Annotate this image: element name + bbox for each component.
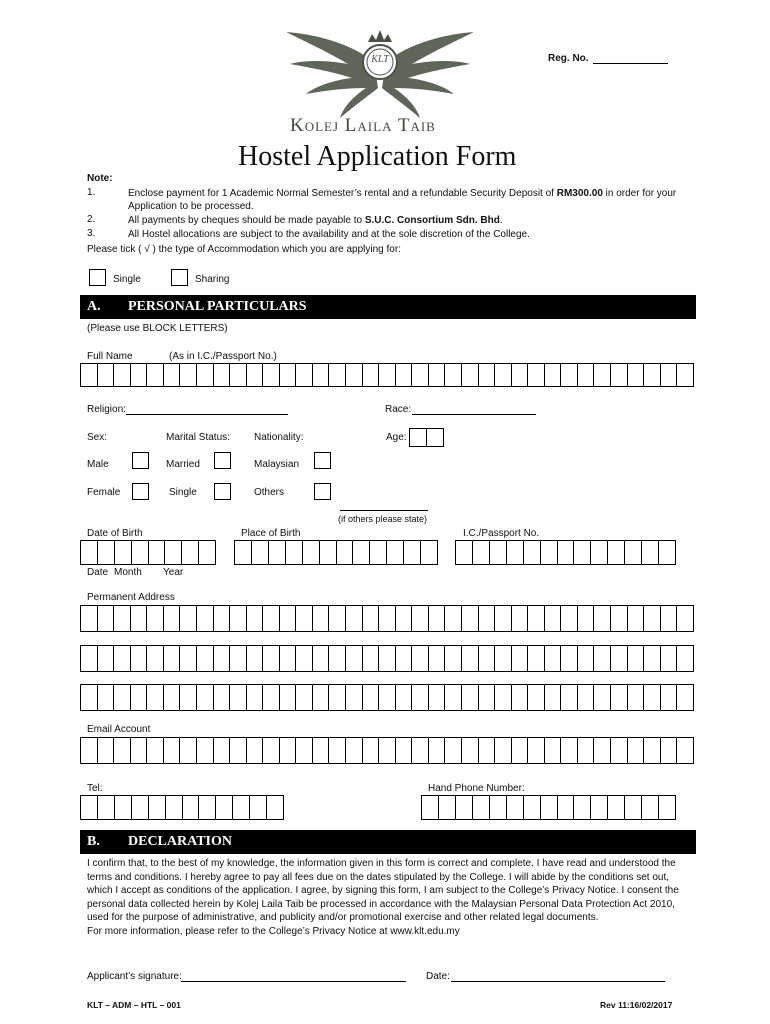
address-grid-line-2[interactable]: [80, 645, 694, 672]
ic-passport-grid[interactable]: [455, 540, 676, 565]
male-checkbox[interactable]: [132, 452, 149, 469]
section-b-letter: B.: [87, 834, 100, 849]
female-checkbox[interactable]: [132, 483, 149, 500]
address-grid-line-3[interactable]: [80, 684, 694, 711]
single-label: Single: [169, 487, 197, 498]
full-name-hint: (As in I.C./Passport No.): [169, 351, 277, 362]
place-of-birth-label: Place of Birth: [241, 528, 301, 539]
malaysian-label: Malaysian: [254, 459, 300, 470]
religion-label: Religion:: [87, 404, 126, 415]
tick-instruction: Please tick ( √ ) the type of Accommodation which you are applying for:: [87, 244, 401, 255]
note-number: 1.: [87, 187, 96, 198]
note-text: All Hostel allocations are subject to the availability and at the sole discretion of the College.: [128, 229, 530, 240]
signature-date-label: Date:: [426, 971, 450, 982]
place-of-birth-grid[interactable]: [234, 540, 438, 565]
others-checkbox[interactable]: [314, 483, 331, 500]
malaysian-checkbox[interactable]: [314, 452, 331, 469]
form-code: KLT – ADM – HTL – 001: [87, 1000, 181, 1010]
note-number: 2.: [87, 214, 96, 225]
signature-date-field[interactable]: [451, 981, 665, 982]
block-letters-hint: (Please use BLOCK LETTERS): [87, 323, 228, 334]
revision-label: Rev 11:16/02/2017: [600, 1000, 673, 1010]
dob-year-hint: Year: [163, 567, 184, 578]
full-name-label: Full Name: [87, 351, 133, 362]
race-field[interactable]: [412, 414, 536, 415]
hand-phone-label: Hand Phone Number:: [428, 783, 525, 794]
college-logo: [282, 26, 478, 124]
dob-date-hint: Date: [87, 567, 109, 578]
section-b-header: [80, 830, 696, 854]
others-hint: (if others please state): [338, 514, 428, 524]
male-label: Male: [87, 459, 109, 470]
applicant-signature-field[interactable]: [181, 981, 406, 982]
note-text: Enclose payment for 1 Academic Normal Semester’s rental and a refundable Security Deposit of RM300.00 in order for your: [128, 188, 677, 199]
section-a-header: [80, 295, 696, 319]
reg-no-label: Reg. No.: [548, 53, 589, 64]
others-specify-field[interactable]: [340, 510, 428, 511]
dob-month-hint: Month: [114, 567, 142, 578]
permanent-address-label: Permanent Address: [87, 592, 175, 603]
dob-grid[interactable]: [80, 540, 216, 565]
note-heading: Note:: [87, 173, 113, 184]
note-number: 3.: [87, 228, 96, 239]
married-checkbox[interactable]: [214, 452, 231, 469]
section-b-title: DECLARATION: [128, 834, 232, 849]
full-name-grid[interactable]: [80, 363, 694, 387]
tel-grid[interactable]: [80, 795, 284, 820]
declaration-text: I confirm that, to the best of my knowledge, the information given in this form is correct and complete. I have read and understood the terms and conditions. I hereby agree to pay all fees due on the dates stipulated by the College. I will abide by the conditions set out, which I accept as conditions of the application. I agree, by signing this form, I am subject to the College’s Privacy Notice. I consent the personal data collected herein by Kolej Laila Taib be processed in accordance with the Malaysian Personal Data Protection Act 2010, used for the purpose of administrative, and publicity and/or promotional exercise and other related legal documents. For more information, please refer to the College’s Privacy Notice at www.klt.edu.my: [87, 858, 679, 937]
female-label: Female: [87, 487, 121, 498]
applicant-signature-label: Applicant’s signature:: [87, 971, 182, 982]
email-grid[interactable]: [80, 737, 694, 764]
email-label: Email Account: [87, 724, 151, 735]
hand-phone-grid[interactable]: [421, 795, 676, 820]
religion-field[interactable]: [126, 414, 288, 415]
note-text: All payments by cheques should be made payable to S.U.C. Consortium Sdn. Bhd.: [128, 215, 503, 226]
age-grid[interactable]: [409, 428, 444, 447]
sex-label: Sex:: [87, 432, 108, 443]
section-a-title: PERSONAL PARTICULARS: [128, 299, 307, 314]
single-room-label: Single: [113, 274, 141, 285]
marital-status-label: Marital Status:: [166, 432, 230, 443]
dob-label: Date of Birth: [87, 528, 143, 539]
reg-no-field[interactable]: [593, 63, 668, 64]
race-label: Race:: [385, 404, 412, 415]
single-room-checkbox[interactable]: [89, 269, 106, 286]
note-text-continued: Application to be processed.: [128, 201, 254, 212]
others-label: Others: [254, 487, 285, 498]
section-a-letter: A.: [87, 299, 101, 314]
nationality-label: Nationality:: [254, 432, 304, 443]
college-name: Kolej Laila Taib: [290, 115, 436, 136]
tel-label: Tel:: [87, 783, 103, 794]
single-checkbox[interactable]: [214, 483, 231, 500]
sharing-room-checkbox[interactable]: [171, 269, 188, 286]
ic-passport-label: I.C./Passport No.: [463, 528, 540, 539]
crest-monogram: KLT: [371, 54, 389, 65]
age-label: Age:: [386, 432, 407, 443]
form-title: Hostel Application Form: [238, 141, 517, 172]
married-label: Married: [166, 459, 200, 470]
sharing-room-label: Sharing: [195, 274, 230, 285]
address-grid-line-1[interactable]: [80, 605, 694, 632]
